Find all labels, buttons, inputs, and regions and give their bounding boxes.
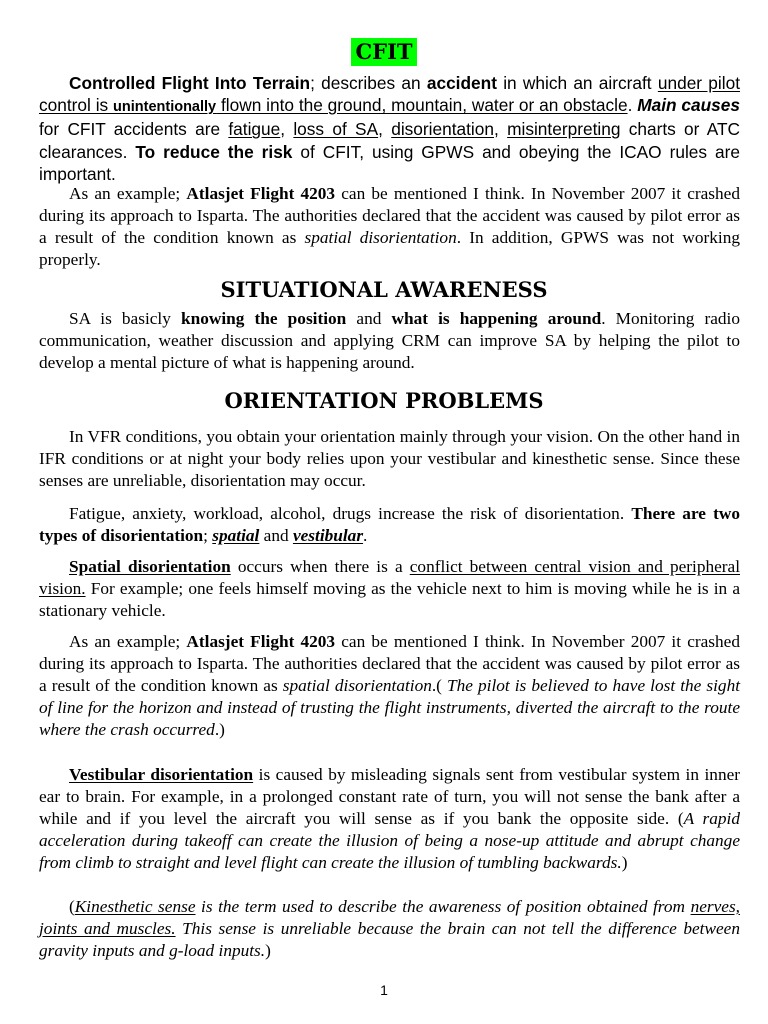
text-run: SA is basicly bbox=[69, 309, 181, 328]
text-run: ; bbox=[203, 526, 213, 546]
nerves-joints-muscles-term: nerves, joints and muscles. bbox=[39, 897, 740, 939]
sa-paragraph bbox=[39, 308, 740, 374]
text-run: Fatigue, anxiety, workload, alcohol, drugs increase the risk of disorientation. bbox=[69, 504, 632, 523]
text-run: . bbox=[627, 95, 638, 116]
text-run: . Monitoring radio communication, weather discussion and applying CRM can improve SA by helping the pilot to develop a mental picture of what is happening around. bbox=[39, 309, 740, 373]
spatial-disorientation-term: spatial disorientation bbox=[282, 676, 432, 696]
text-run: . In addition, GPWS was not working properly. bbox=[39, 228, 741, 270]
text-run: of CFIT, using GPWS and obeying the ICAO rules are important. bbox=[39, 141, 740, 184]
two-types-term: There are two types of disorientation bbox=[39, 504, 740, 546]
text-run: ; describes an bbox=[310, 73, 427, 93]
text-run: can be mentioned I think. In November 2007 it crashed during its approach to Isparta. The authorities declared that the accident was caused by pilot error as a result of the condition known as bbox=[39, 184, 740, 248]
accident-term: accident bbox=[426, 73, 497, 93]
heading-situational-awareness: SITUATIONAL AWARENESS bbox=[220, 277, 548, 302]
text-run: For example; one feels himself moving as the vehicle next to him is moving while he is in a stationary vehicle. bbox=[39, 579, 740, 621]
text-run: .( bbox=[431, 676, 448, 696]
text-run: . bbox=[363, 526, 368, 546]
text-run: is caused by misleading signals sent from vestibular system in inner ear to brain. For example, in a prolonged constant rate of turn, you will not sense the bank after a while and if you level the aircraft you will sense as if you bank the opposite side. ( bbox=[39, 765, 741, 829]
text-run: is the term used to describe the awareness of position obtained from bbox=[195, 897, 691, 916]
text-run: in which an aircraft bbox=[496, 73, 658, 93]
text-run: ) bbox=[265, 941, 271, 961]
text-run: and bbox=[346, 309, 392, 328]
heading-orientation-problems: ORIENTATION PROBLEMS bbox=[224, 388, 544, 413]
flight-name: Atlasjet Flight 4203 bbox=[186, 632, 336, 651]
text-run: , bbox=[494, 119, 508, 140]
title-wrap bbox=[0, 38, 768, 66]
text-run: As an example; bbox=[69, 184, 187, 203]
text-run: flown into the ground, mountain, water or an obstacle bbox=[216, 95, 628, 116]
text-run: ) bbox=[621, 853, 628, 873]
text-run: can be mentioned I think. In November 2007 it crashed during its approach to Isparta. The authorities declared that the accident was caused by pilot error as a result of the condition known as bbox=[39, 632, 740, 696]
pilot-note: The pilot is believed to have lost the sight of line for the horizon and instead of trusting the flight instruments, diverted the aircraft to the route where the crash occurred bbox=[39, 676, 741, 740]
happening-around-term: what is happening around bbox=[391, 309, 602, 328]
text-run: , bbox=[378, 119, 392, 140]
text-run: and bbox=[259, 526, 293, 546]
cfit-definition-paragraph bbox=[39, 72, 740, 185]
example-paragraph-2 bbox=[39, 631, 740, 741]
text-run: under pilot control is bbox=[39, 73, 741, 116]
acceleration-note: A rapid acceleration during takeoff can create the illusion of being a nose-up attitude and abrupt change from climb to straight and level flight can create the illusion of tumbling backwards. bbox=[39, 809, 740, 873]
page-number: 1 bbox=[380, 982, 388, 998]
vfr-paragraph: In VFR conditions, you obtain your orientation mainly through your vision. On the other hand in IFR conditions or at night your body relies upon your vestibular and kinesthetic sense. Since these senses are unreliable, disorientation may occur. bbox=[39, 427, 740, 491]
knowing-position-term: knowing the position bbox=[181, 309, 347, 328]
fatigue-term: fatigue bbox=[228, 119, 281, 140]
loss-of-sa-term: loss of SA bbox=[293, 119, 379, 140]
text-run: for CFIT accidents are bbox=[39, 119, 229, 140]
flight-name: Atlasjet Flight 4203 bbox=[186, 184, 336, 203]
text-run: .) bbox=[214, 720, 225, 740]
cfit-term: Controlled Flight Into Terrain bbox=[69, 73, 311, 93]
vestibular-disorientation-paragraph bbox=[39, 764, 740, 874]
text-run: ( bbox=[69, 897, 75, 916]
spatial-disorientation-heading: Spatial disorientation bbox=[69, 557, 231, 576]
fatigue-paragraph bbox=[39, 503, 740, 547]
text-run: This sense is unreliable because the brain can not tell the difference between gravity inputs and g-load inputs. bbox=[39, 919, 740, 961]
conflict-term: conflict between central vision and peripheral vision. bbox=[39, 557, 740, 599]
main-causes-term: Main causes bbox=[637, 95, 741, 116]
text-run: , bbox=[280, 119, 294, 140]
text-run: occurs when there is a bbox=[230, 557, 410, 576]
example-paragraph-1 bbox=[39, 183, 740, 271]
spatial-disorientation-paragraph bbox=[39, 556, 740, 622]
page-title: CFIT bbox=[351, 38, 416, 66]
text-run: As an example; bbox=[69, 632, 187, 651]
vestibular-disorientation-heading: Vestibular disorientation bbox=[69, 765, 254, 784]
kinesthetic-sense-term: Kinesthetic sense bbox=[74, 897, 196, 916]
misinterpreting-term: misinterpreting bbox=[507, 119, 621, 140]
spatial-term: spatial bbox=[212, 526, 260, 546]
text-run: charts or ATC clearances. bbox=[39, 119, 741, 162]
disorientation-term: disorientation bbox=[391, 119, 494, 140]
kinesthetic-paragraph bbox=[39, 896, 740, 962]
spatial-disorientation-term: spatial disorientation bbox=[304, 228, 457, 248]
unintentionally-term: unintentionally bbox=[113, 99, 217, 116]
reduce-risk-term: To reduce the risk bbox=[135, 141, 293, 162]
vestibular-term: vestibular bbox=[292, 526, 364, 546]
